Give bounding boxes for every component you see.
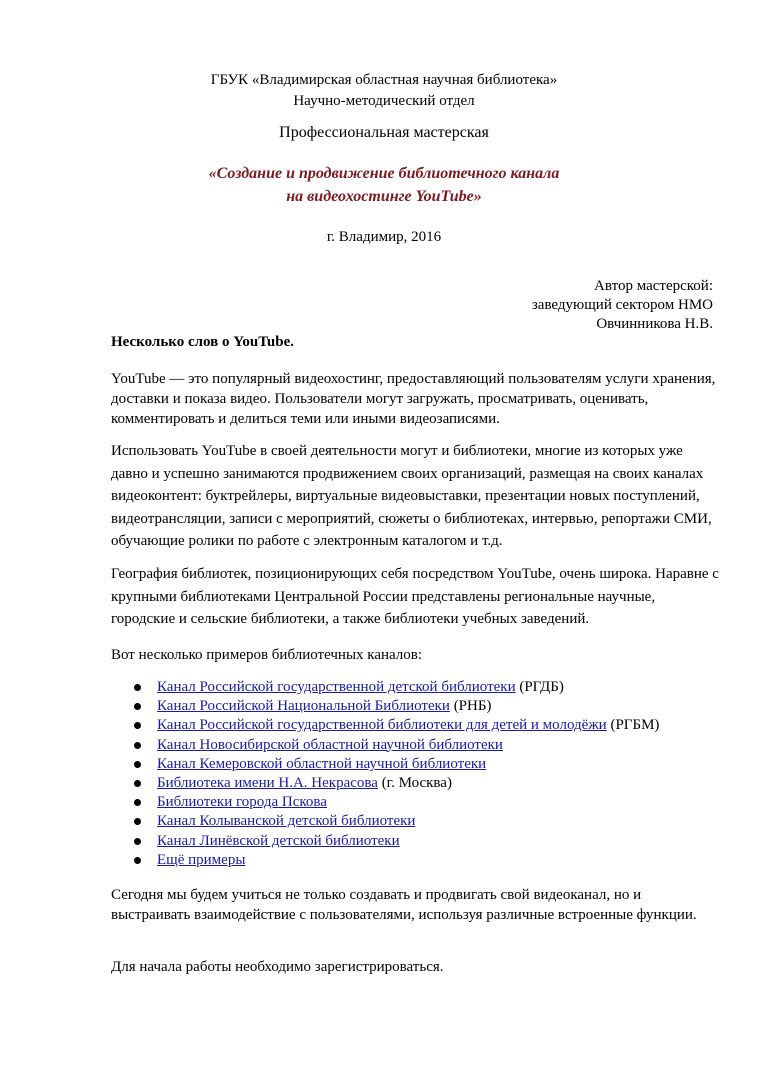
list-item xyxy=(157,812,767,831)
bullet-icon xyxy=(134,780,141,787)
org-name: ГБУК «Владимирская областная научная библиотека» xyxy=(210,72,558,88)
bullet-icon xyxy=(134,722,141,729)
channel-link[interactable]: Канал Колыванской детской библиотеки xyxy=(157,813,416,830)
section-heading: Несколько слов о YouTube. xyxy=(111,334,294,350)
bullet-icon xyxy=(134,761,141,768)
channel-link[interactable]: Канал Российской государственной детской библиотеки xyxy=(157,679,516,695)
bullet-icon xyxy=(134,742,141,749)
bullet-icon xyxy=(134,703,141,710)
list-item xyxy=(157,716,767,735)
list-item xyxy=(157,755,767,774)
channel-link[interactable]: Канал Кемеровской областной научной библиотеки xyxy=(157,755,487,772)
bullet-icon xyxy=(134,838,141,845)
link-suffix: (РГДБ) xyxy=(515,679,564,695)
channel-link[interactable]: Канал Новосибирской областной научной библиотеки xyxy=(157,736,503,753)
link-suffix: (г. Москва) xyxy=(377,774,452,791)
paragraph-geography: География библиотек, позиционирующих себя посредством YouTube, очень широка. Наравне с крупными библиотеками Центральной России представлены региональные научные, городские и сельские библиотеки, а также библиотеки учебных заведений. xyxy=(111,566,719,627)
event-type: Профессиональная мастерская xyxy=(279,124,489,141)
paragraph-examples-intro: Вот несколько примеров библиотечных каналов: xyxy=(111,647,423,663)
paragraph-register: Для начала работы необходимо зарегистрироваться. xyxy=(111,959,444,975)
channel-link[interactable]: Библиотека имени Н.А. Некрасова xyxy=(157,774,378,791)
list-item xyxy=(157,832,767,851)
bullet-icon xyxy=(134,857,141,864)
channel-link[interactable]: Канал Российской Национальной Библиотеки xyxy=(157,698,450,715)
bullet-icon xyxy=(134,684,141,691)
paragraph-intro: YouTube — это популярный видеохостинг, предоставляющий пользователям услуги хранения, доставки и показа видео. Пользователи могут загружать, просматривать, оценивать, комментировать и делиться теми или иными видеозаписями. xyxy=(111,371,716,427)
list-item xyxy=(157,774,767,793)
link-suffix: (РНБ) xyxy=(449,698,492,715)
list-item xyxy=(157,851,767,870)
list-item xyxy=(157,697,767,716)
library-channel-list xyxy=(111,678,767,870)
list-item xyxy=(157,678,767,697)
workshop-title-line1: «Создание и продвижение библиотечного канала xyxy=(208,165,560,182)
workshop-title-line2: на видеохостинге YouTube» xyxy=(286,188,482,205)
list-item xyxy=(157,793,767,812)
channel-link[interactable]: Канал Российской государственной библиотеки для детей и молодёжи xyxy=(157,717,607,734)
bullet-icon xyxy=(134,818,141,825)
place-year: г. Владимир, 2016 xyxy=(326,229,442,245)
paragraph-today: Сегодня мы будем учиться не только создавать и продвигать свой видеоканал, но и выстраивать взаимодействие с пользователями, используя различные встроенные функции. xyxy=(111,887,697,923)
department-name: Научно-методический отдел xyxy=(293,93,475,109)
list-item xyxy=(157,736,767,755)
author-label: Автор мастерской: xyxy=(594,278,713,294)
author-position: заведующий сектором НМО xyxy=(531,297,713,313)
author-block xyxy=(532,277,713,334)
channel-link[interactable]: Библиотеки города Пскова xyxy=(157,794,327,811)
channel-link[interactable]: Канал Линёвской детской библиотеки xyxy=(157,832,400,849)
more-examples-link[interactable]: Ещё примеры xyxy=(157,851,246,868)
link-suffix: (РГБМ) xyxy=(606,717,660,734)
bullet-icon xyxy=(134,799,141,806)
author-name: Овчинникова Н.В. xyxy=(596,316,713,332)
paragraph-libraries: Использовать YouTube в своей деятельности могут и библиотеки, многие из которых уже давно и успешно занимаются продвижением своих организаций, размещая на своих каналах видеоконтент: буктрейлеры, виртуальные видеовыставки, презентации новых поступлений, видеотрансляции, записи с мероприятий, сюжеты о библиотеках, интервью, репортажи СМИ, обучающие ролики по работе с электронным каталогом и т.д. xyxy=(111,443,712,549)
